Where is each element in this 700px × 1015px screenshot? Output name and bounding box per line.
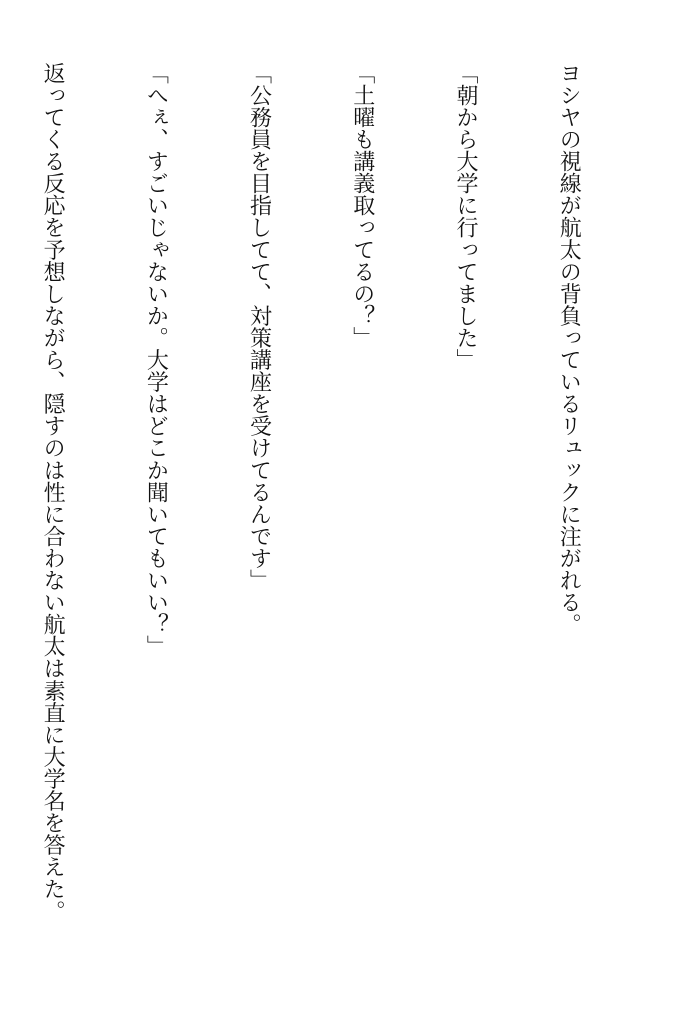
vertical-text-body [0, 62, 654, 962]
text-line: 「土曜も講義取ってるの？」 [349, 62, 375, 349]
text-line: ヨシヤの視線が航太の背負っているリュックに注がれる。 [556, 62, 582, 636]
text-line: 「朝から大学に行ってました」 [452, 62, 478, 371]
text-line: 「公務員を目指してて、対策講座を受けてるんです」 [246, 62, 272, 592]
text-line: 返ってくる反応を予想しながら、隠すのは性に合わない航太は素直に大学名を答えた。 [40, 62, 66, 922]
text-line: 「へぇ、すごいじゃないか。大学はどこか聞いてもいい？」 [143, 62, 169, 658]
